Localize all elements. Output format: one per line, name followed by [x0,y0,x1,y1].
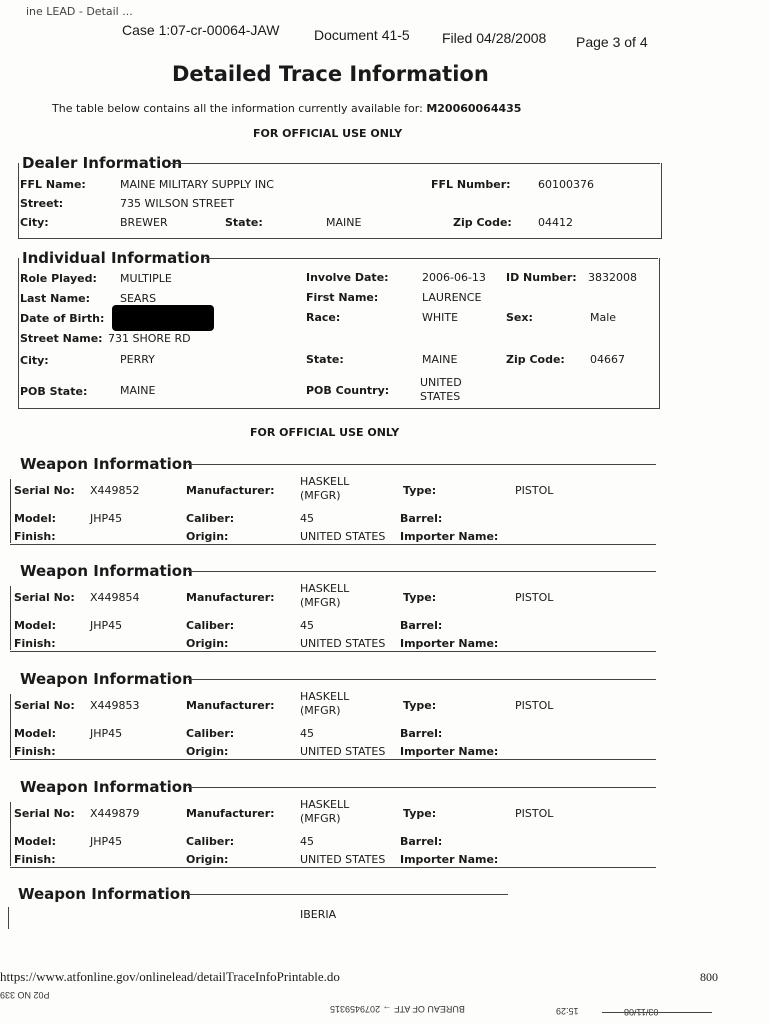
subtitle-text: The table below contains all the information currently available for: [52,102,423,115]
sex: Male [590,311,617,324]
fax-left: P02 NO 339 [0,990,50,1000]
case-number: Case 1:07-cr-00064-JAW [122,22,280,38]
dealer-city: BREWER [120,216,168,229]
importer-label: Importer Name: [400,745,499,758]
origin-label: Origin: [186,530,229,543]
weapon-heading: Weapon Information [20,455,193,473]
ffl-number-label: FFL Number: [431,178,511,191]
dealer-zip-label: Zip Code: [453,216,512,229]
weapon-edge [10,802,11,866]
type-label: Type: [403,699,437,712]
ffl-name: MAINE MILITARY SUPPLY INC [120,178,274,191]
individual-heading: Individual Information [22,249,215,267]
weapon-5-text: IBERIA [300,908,337,921]
ffl-number: 60100376 [538,178,594,191]
weapon-type: PISTOL [515,807,554,820]
model: JHP45 [90,512,123,525]
involve-date-label: Involve Date: [306,271,389,284]
caliber: 45 [300,727,314,740]
manufacturer-line1: HASKELL [300,690,350,703]
model-label: Model: [14,835,57,848]
manufacturer-label: Manufacturer: [186,699,275,712]
caliber-label: Caliber: [186,727,235,740]
weapon-rule [188,787,656,788]
weapon-bottom-rule [10,544,656,545]
serial-label: Serial No: [14,484,75,497]
role-label: Role Played: [20,272,97,285]
ffl-name-label: FFL Name: [20,178,86,191]
model-label: Model: [14,512,57,525]
caliber: 45 [300,619,314,632]
finish-label: Finish: [14,530,56,543]
barrel-label: Barrel: [400,727,443,740]
weapon-bottom-rule [10,867,656,868]
origin: UNITED STATES [300,530,386,543]
origin-label: Origin: [186,745,229,758]
manufacturer-line1: HASKELL [300,582,350,595]
pob-state: MAINE [120,384,156,397]
manufacturer-label: Manufacturer: [186,807,275,820]
serial-number: X449853 [90,699,140,712]
serial-number: X449854 [90,591,140,604]
manufacturer-line2: (MFGR) [300,704,341,717]
caliber-label: Caliber: [186,512,235,525]
official-use-mid: FOR OFFICIAL USE ONLY [250,426,400,439]
model: JHP45 [90,727,123,740]
type-label: Type: [403,484,437,497]
race-label: Race: [306,311,341,324]
pob-country-label: POB Country: [306,384,390,397]
id-number: 3832008 [588,271,637,284]
last-name: SEARS [120,292,157,305]
first-name-label: First Name: [306,291,379,304]
importer-label: Importer Name: [400,530,499,543]
weapon-type: PISTOL [515,591,554,604]
importer-label: Importer Name: [400,853,499,866]
origin-label: Origin: [186,853,229,866]
finish-label: Finish: [14,637,56,650]
model: JHP45 [90,835,123,848]
manufacturer-line1: HASKELL [300,475,350,488]
weapon-edge [10,694,11,758]
dealer-state: MAINE [326,216,362,229]
serial-label: Serial No: [14,807,75,820]
first-name: LAURENCE [422,291,482,304]
dealer-street: 735 WILSON STREET [120,197,235,210]
barrel-label: Barrel: [400,619,443,632]
serial-number: X449852 [90,484,140,497]
manufacturer-label: Manufacturer: [186,484,275,497]
page-title: Detailed Trace Information [172,62,489,86]
footer-right-mark: 800 [700,970,718,984]
manufacturer-line2: (MFGR) [300,596,341,609]
weapon-type: PISTOL [515,484,554,497]
page-number: Page 3 of 4 [576,34,648,50]
involve-date: 2006-06-13 [422,271,486,284]
fax-sender: BUREAU OF ATF → 2079459315 [330,1004,465,1014]
weapon-heading: Weapon Information [20,670,193,688]
official-use-top: FOR OFFICIAL USE ONLY [253,127,403,140]
origin: UNITED STATES [300,637,386,650]
model: JHP45 [90,619,123,632]
model-label: Model: [14,619,57,632]
pob-country-line1: UNITED [420,376,462,389]
weapon-rule [188,464,656,465]
dealer-heading: Dealer Information [22,154,186,172]
model-label: Model: [14,727,57,740]
ind-city-label: City: [20,354,49,367]
caliber: 45 [300,512,314,525]
sex-label: Sex: [506,311,533,324]
fax-time: 15:29 [556,1006,579,1016]
ind-zip: 04667 [590,353,625,366]
dealer-street-label: Street: [20,197,64,210]
manufacturer-line1: HASKELL [300,798,350,811]
barrel-label: Barrel: [400,835,443,848]
manufacturer-label: Manufacturer: [186,591,275,604]
origin: UNITED STATES [300,853,386,866]
footer-url: https://www.atfonline.gov/onlinelead/detailTraceInfoPrintable.do [0,969,340,984]
type-label: Type: [403,807,437,820]
serial-label: Serial No: [14,699,75,712]
weapon-heading-5: Weapon Information [18,885,191,903]
subtitle [52,102,521,115]
race: WHITE [422,311,459,324]
manufacturer-line2: (MFGR) [300,489,341,502]
street-name: 731 SHORE RD [108,332,191,345]
pob-country-line2: STATES [420,390,461,403]
weapon-rule [188,679,656,680]
cut-header-text: ine LEAD - Detail ... [26,5,133,18]
document-number: Document 41-5 [314,27,410,43]
dealer-zip: 04412 [538,216,573,229]
ind-state-label: State: [306,353,344,366]
dealer-state-label: State: [225,216,263,229]
origin-label: Origin: [186,637,229,650]
caliber: 45 [300,835,314,848]
weapon-rule [188,571,656,572]
finish-label: Finish: [14,853,56,866]
weapon-bottom-rule [10,651,656,652]
weapon-edge [10,479,11,543]
importer-label: Importer Name: [400,637,499,650]
weapon-bottom-rule [10,759,656,760]
type-label: Type: [403,591,437,604]
pob-state-label: POB State: [20,385,88,398]
caliber-label: Caliber: [186,619,235,632]
filed-date: Filed 04/28/2008 [442,30,547,46]
manufacturer-line2: (MFGR) [300,812,341,825]
dealer-city-label: City: [20,216,49,229]
ind-state: MAINE [422,353,458,366]
trace-id: M20060064435 [426,102,522,115]
barrel-label: Barrel: [400,512,443,525]
weapon-type: PISTOL [515,699,554,712]
weapon-heading: Weapon Information [20,778,193,796]
origin: UNITED STATES [300,745,386,758]
street-name-label: Street Name: [20,332,103,345]
redaction-bar [112,305,214,331]
last-name-label: Last Name: [20,292,91,305]
finish-label: Finish: [14,745,56,758]
fax-date: 03/11/08 [624,1007,659,1017]
serial-number: X449879 [90,807,140,820]
weapon-heading: Weapon Information [20,562,193,580]
ind-city: PERRY [120,353,155,366]
serial-label: Serial No: [14,591,75,604]
id-number-label: ID Number: [506,271,577,284]
weapon-edge [10,586,11,650]
ind-zip-label: Zip Code: [506,353,565,366]
role-played: MULTIPLE [120,272,172,285]
dob-label: Date of Birth: [20,312,105,325]
caliber-label: Caliber: [186,835,235,848]
